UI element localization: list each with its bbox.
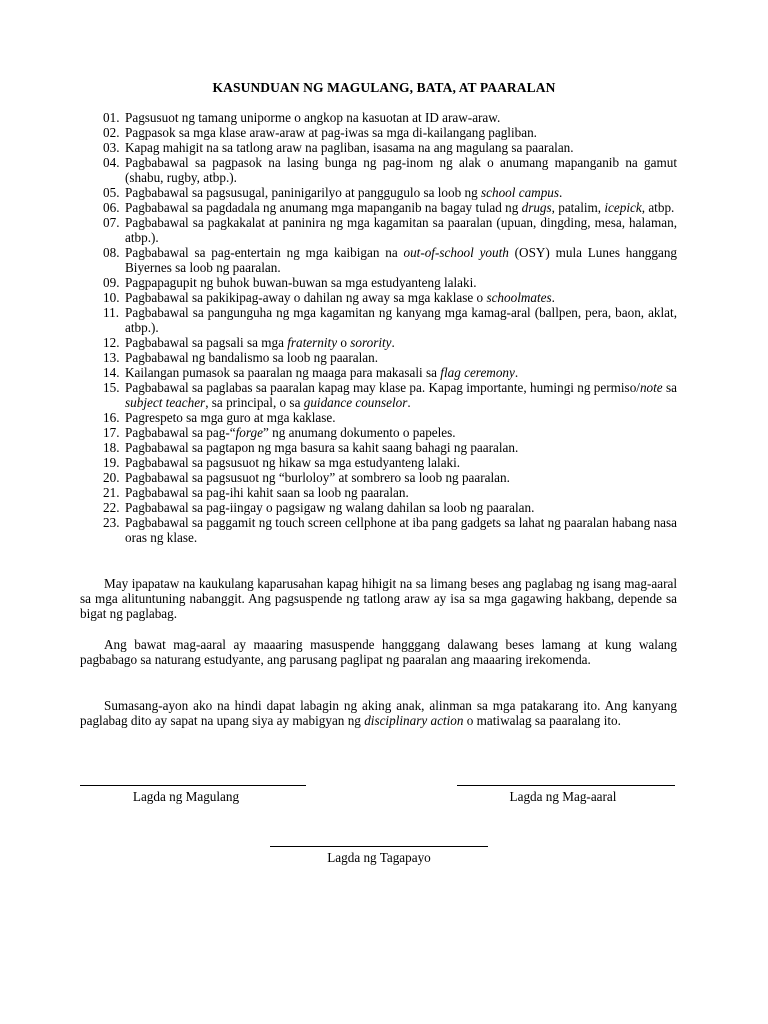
italic-text: sorority [350,335,392,350]
student-signature-label: Lagda ng Mag-aaral [509,789,617,804]
rule-number: 23. [103,515,120,530]
rule-number: 22. [103,500,120,515]
rule-item [103,365,677,380]
text-segment: Pagpapagupit ng buhok buwan-buwan sa mga estudyanteng lalaki. [125,275,477,290]
text-segment: Pagbabawal sa pagkakalat at paninira ng mga kagamitan sa paaralan (upuan, dingding, mesa, halaman, atbp.). [125,215,677,245]
text-segment: Pagbabawal sa pag-entertain ng mga kaibigan na [125,245,404,260]
text-segment: Pagsusuot ng tamang uniporme o angkop na kasuotan at ID araw-araw. [125,110,501,125]
rule-number: 16. [103,410,120,425]
rule-item [103,155,677,185]
italic-text: icepick [604,200,642,215]
rule-number: 20. [103,470,120,485]
rule-number: 19. [103,455,120,470]
italic-text: guidance counselor [303,395,408,410]
rule-item [103,125,677,140]
suspension-paragraph [80,637,677,667]
text-segment: , patalim, [551,200,605,215]
text-segment: Pagbabawal sa pagtapon ng mga basura sa kahit saang bahagi ng paaralan. [125,440,519,455]
text-segment: Sumasang-ayon ako na hindi dapat labagin ng aking anak, alinman sa mga patakarang ito. Ang kanyang paglabag dito ay sapat na upang siya ay mabigyan ng [80,698,677,728]
rule-number: 17. [103,425,120,440]
text-segment: . [391,335,395,350]
rule-item [103,245,677,275]
rule-item [103,140,677,155]
rule-item [103,215,677,245]
text-segment: , sa principal, o sa [205,395,304,410]
rule-item [103,290,677,305]
rule-number: 06. [103,200,120,215]
rule-number: 21. [103,485,120,500]
text-segment: Pagbabawal sa pagsusuot ng “burloloy” at sombrero sa loob ng paaralan. [125,470,510,485]
rule-number: 15. [103,380,120,395]
text-segment: o matiwalag sa paaralang ito. [463,713,621,728]
rule-item [103,470,677,485]
student-signature-line [457,785,675,786]
text-segment: . [551,290,555,305]
text-segment: Pagbabawal sa pag-iingay o pagsigaw ng walang dahilan sa loob ng paaralan. [125,500,535,515]
rule-number: 14. [103,365,120,380]
adviser-signature-line [270,846,488,847]
text-segment: Kailangan pumasok sa paaralan ng maaga para makasali sa [125,365,441,380]
italic-text: note [639,380,663,395]
rule-item [103,275,677,290]
penalty-paragraph [80,576,677,621]
text-segment: Kapag mahigit na sa tatlong araw na pagliban, isasama na ang magulang sa paaralan. [125,140,574,155]
italic-text: subject teacher [125,395,206,410]
text-segment: Pagbabawal sa pag-“ [125,425,236,440]
text-segment: Pagbabawal sa pagsusuot ng hikaw sa mga estudyanteng lalaki. [125,455,461,470]
italic-text: forge [235,425,263,440]
rule-number: 10. [103,290,120,305]
text-segment: Pagbabawal sa pagpasok na lasing bunga ng pag-inom ng alak o anumang mapanganib na gamut (shabu, rugby, atbp.). [125,155,677,185]
rule-item [103,485,677,500]
text-segment: Pagbabawal sa pagsali sa mga [125,335,288,350]
text-segment: Pagbabawal sa pangunguha ng mga kagamitan ng kanyang mga kamag-aral (ballpen, pera, baon, aklat, atbp.). [125,305,677,335]
text-segment: sa [662,380,677,395]
text-segment: Pagbabawal sa paglabas sa paaralan kapag may klase pa. Kapag importante, humingi ng permiso/ [125,380,640,395]
rule-number: 04. [103,155,120,170]
rule-number: 05. [103,185,120,200]
text-segment: Ang bawat mag-aaral ay maaaring masuspende hangggang dalawang beses lamang at kung walang pagbabago sa naturang estudyante, ang parusang paglipat ng paaralan ang maaaring irekomenda. [80,637,677,667]
rule-item [103,500,677,515]
parent-signature-line [80,785,306,786]
rule-item [103,185,677,200]
rule-number: 09. [103,275,120,290]
italic-text: school campus [481,185,560,200]
rule-item [103,110,677,125]
text-segment: (OSY) mula Lunes hanggang Biyernes sa loob ng paaralan. [125,245,678,275]
text-segment: Pagpasok sa mga klase araw-araw at pag-iwas sa mga di-kailangang pagliban. [125,125,537,140]
text-segment: Pagrespeto sa mga guro at mga kaklase. [125,410,336,425]
rule-number: 03. [103,140,120,155]
text-segment: ” ng anumang dokumento o papeles. [262,425,456,440]
adviser-signature-label: Lagda ng Tagapayo [327,850,431,865]
italic-text: disciplinary action [364,713,464,728]
rules-list [103,110,677,545]
rule-item [103,350,677,365]
rule-item [103,380,677,410]
text-segment: . [514,365,519,380]
rule-item [103,455,677,470]
rule-number: 13. [103,350,120,365]
rule-item [103,440,677,455]
text-segment: . [407,395,411,410]
italic-text: schoolmates [486,290,552,305]
rule-number: 08. [103,245,120,260]
rule-number: 11. [103,305,119,320]
rule-number: 02. [103,125,120,140]
italic-text: drugs [521,200,552,215]
rule-number: 01. [103,110,120,125]
text-segment: Pagbabawal sa pagdadala ng anumang mga mapanganib na bagay tulad ng [125,200,522,215]
parent-signature-label: Lagda ng Magulang [132,789,240,804]
rule-number: 18. [103,440,120,455]
text-segment: , atbp. [641,200,675,215]
text-segment: May ipapataw na kaukulang kaparusahan kapag hihigit na sa limang beses ang paglabag ng isang mag-aaral sa mga alituntuning nabanggit. Ang pagsuspende ng tatlong araw ay isa sa mga gagawing hakbang, depende sa bigat ng paglabag. [80,576,677,621]
rule-number: 07. [103,215,120,230]
italic-text: out-of-school youth [403,245,509,260]
rule-item [103,305,677,335]
rule-item [103,410,677,425]
text-segment: Pagbabawal sa paggamit ng touch screen cellphone at iba pang gadgets sa lahat ng paaralan habang nasa oras ng klase. [125,515,677,545]
italic-text: flag ceremony [440,365,515,380]
rule-item [103,515,677,545]
italic-text: fraternity [287,335,338,350]
text-segment: . [559,185,563,200]
rule-item [103,425,677,440]
rule-number: 12. [103,335,120,350]
text-segment: Pagbabawal ng bandalismo sa loob ng paaralan. [125,350,379,365]
agreement-paragraph [80,698,677,728]
rule-item [103,200,677,215]
text-segment: Pagbabawal sa pag-ihi kahit saan sa loob ng paaralan. [125,485,409,500]
text-segment: Pagbabawal sa pagsusugal, paninigarilyo at panggugulo sa loob ng [125,185,481,200]
text-segment: o [337,335,351,350]
text-segment: Pagbabawal sa pakikipag-away o dahilan ng away sa mga kaklase o [125,290,487,305]
document-title: KASUNDUAN NG MAGULANG, BATA, AT PAARALAN [212,80,556,95]
rule-item [103,335,677,350]
